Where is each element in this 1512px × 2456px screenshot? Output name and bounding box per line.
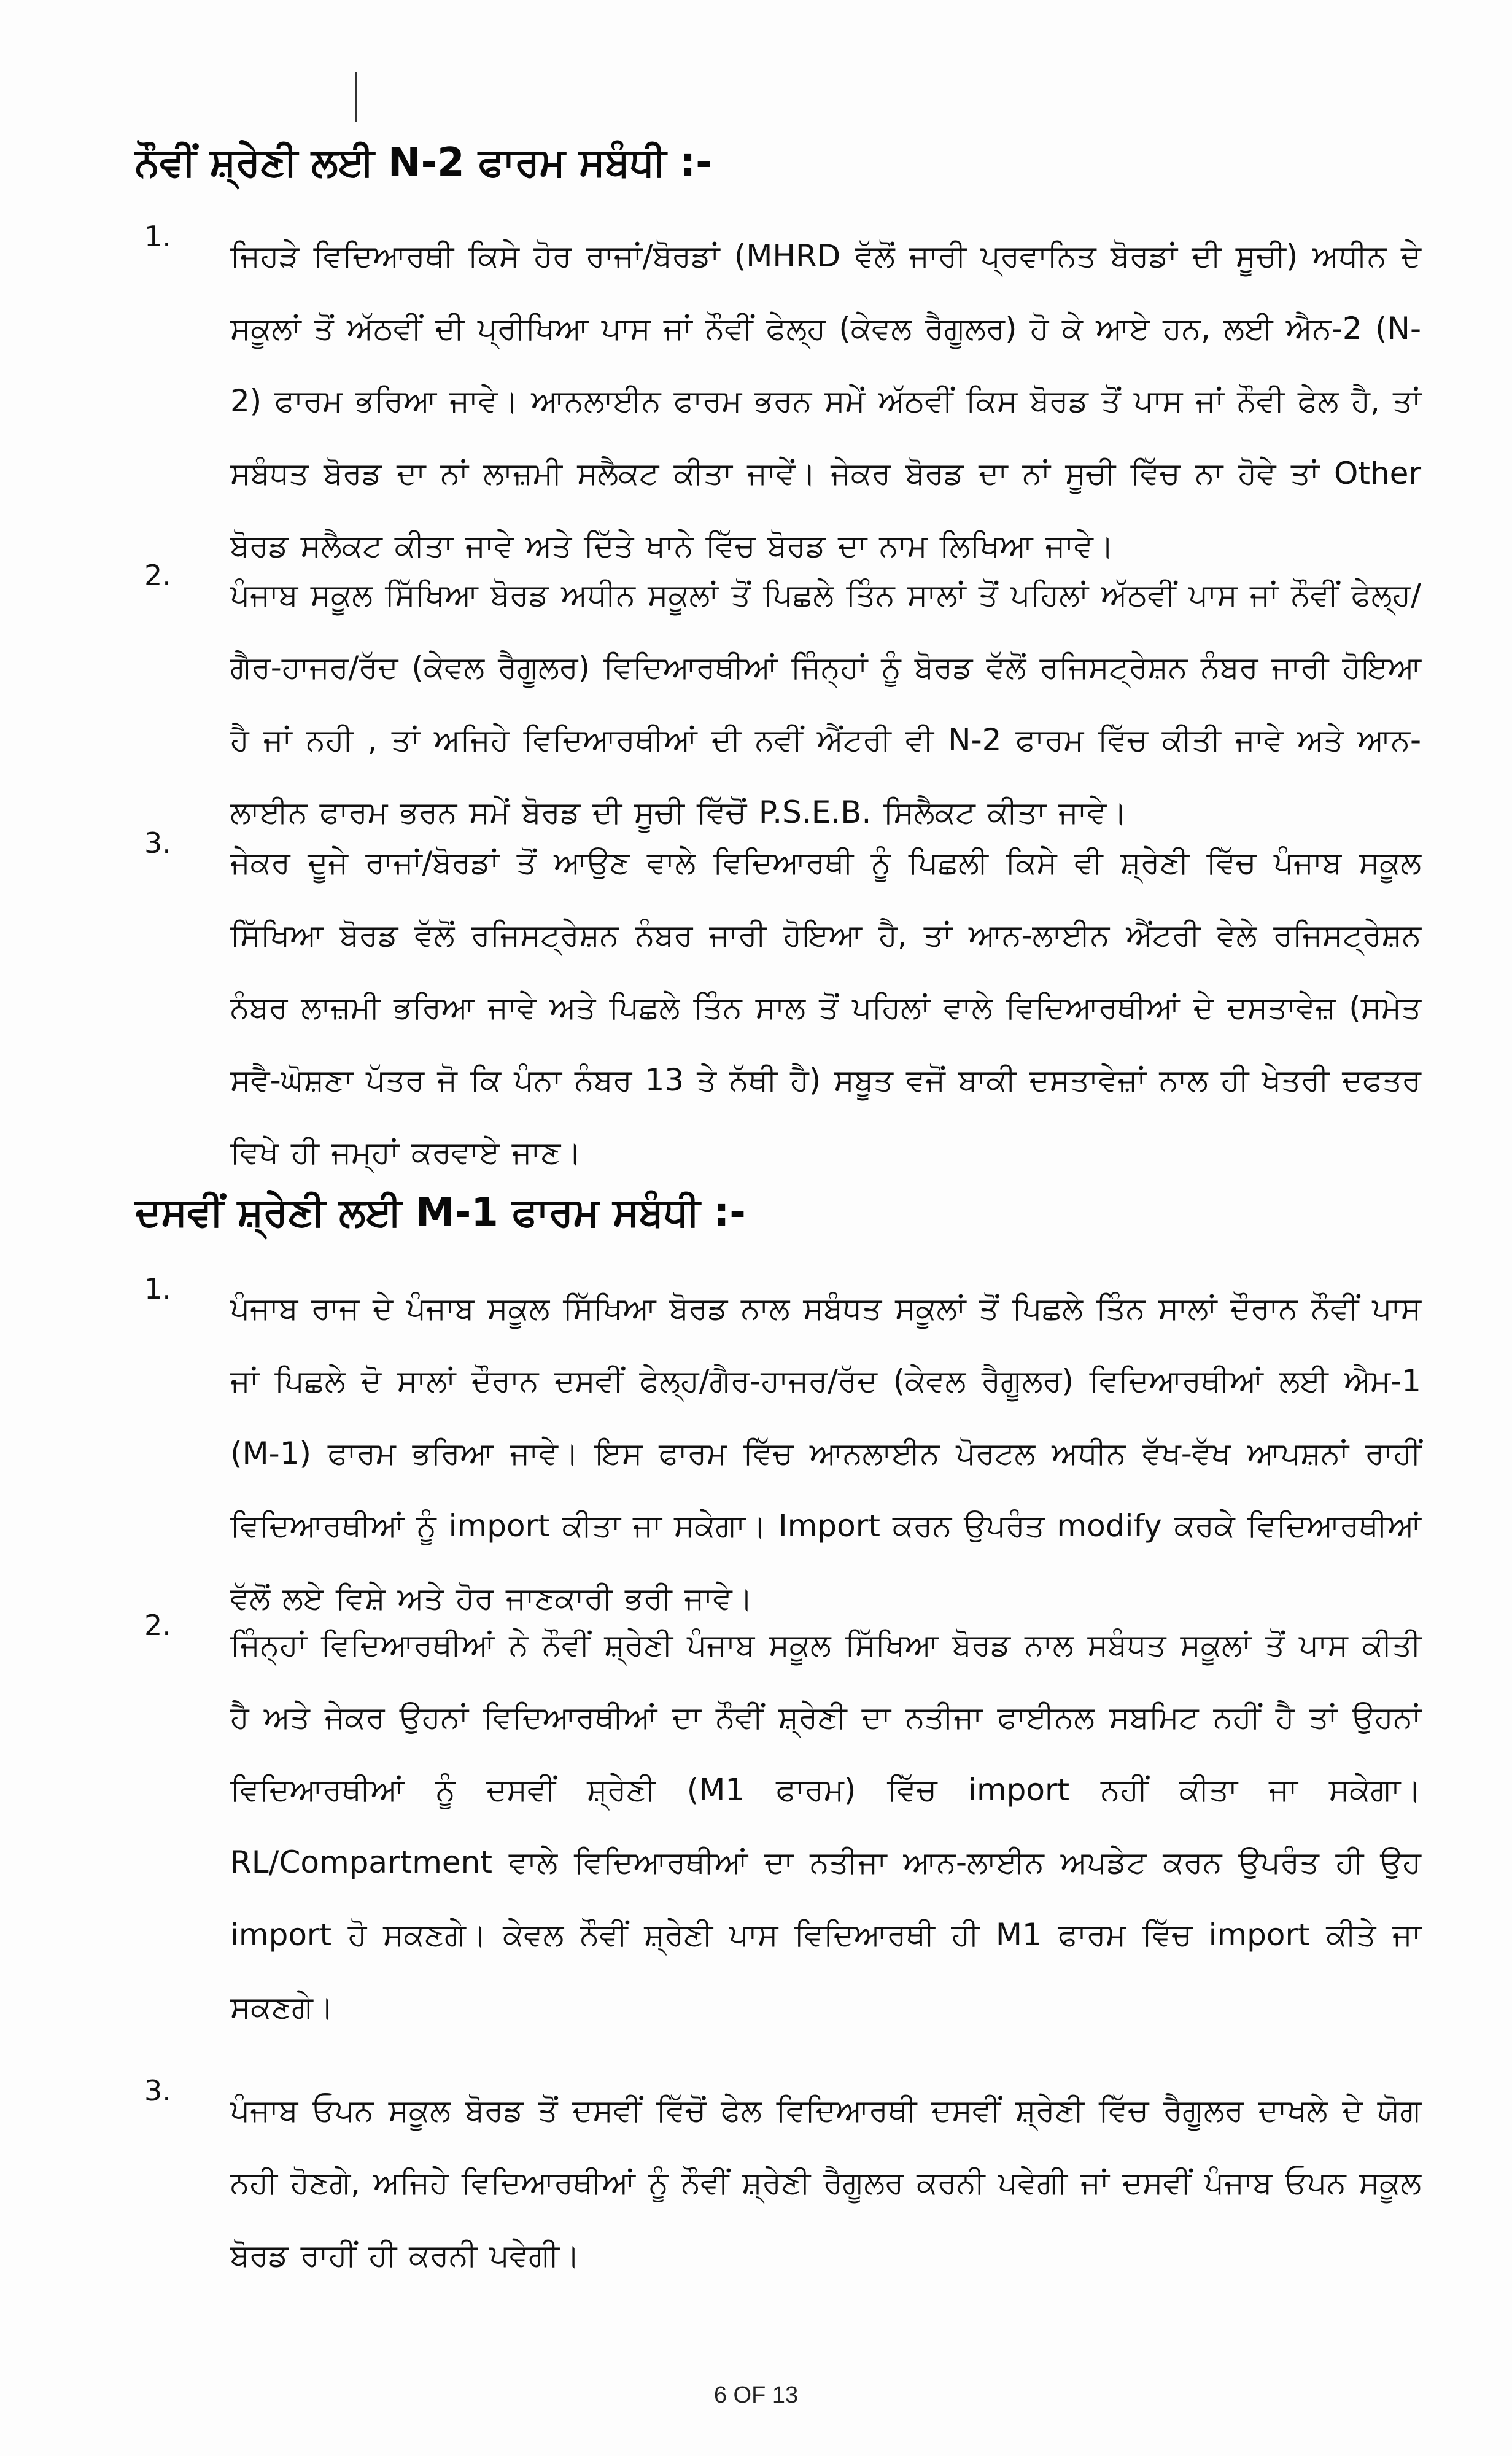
item-text: ਜਿਹੜੇ ਵਿਦਿਆਰਥੀ ਕਿਸੇ ਹੋਰ ਰਾਜਾਂ/ਬੋਰਡਾਂ (MHRD ਵੱਲੋਂ ਜਾਰੀ ਪ੍ਰਵਾਨਿਤ ਬੋਰਡਾਂ ਦੀ ਸੂਚੀ) ਅਧੀਨ ਦੇ ਸਕੂਲਾਂ ਤੋਂ ਅੱਠਵੀਂ ਦੀ ਪ੍ਰੀਖਿਆ ਪਾਸ ਜਾਂ ਨੌਵੀਂ ਫੇਲ੍ਹ (ਕੇਵਲ ਰੈਗੂਲਰ) ਹੋ ਕੇ ਆਏ ਹਨ, ਲਈ ਐਨ-2 (N-2) ਫਾਰਮ ਭਰਿਆ ਜਾਵੇ। ਆਨਲਾਈਨ ਫਾਰਮ ਭਰਨ ਸਮੇਂ ਅੱਠਵੀਂ ਕਿਸ ਬੋਰਡ ਤੋਂ ਪਾਸ ਜਾਂ ਨੌਵੀ ਫੇਲ ਹੈ, ਤਾਂ ਸਬੰਧਤ ਬੋਰਡ ਦਾ ਨਾਂ ਲਾਜ਼ਮੀ ਸਲੈਕਟ ਕੀਤਾ ਜਾਵੇਂ। ਜੇਕਰ ਬੋਰਡ ਦਾ ਨਾਂ ਸੂਚੀ ਵਿੱਚ ਨਾ ਹੋਵੇ ਤਾਂ Other ਬੋਰਡ ਸਲੈਕਟ ਕੀਤਾ ਜਾਵੇ ਅਤੇ ਦਿੱਤੇ ਖਾਨੇ ਵਿੱਚ ਬੋਰਡ ਦਾ ਨਾਮ ਲਿਖਿਆ ਜਾਵੇ।: [230, 238, 1421, 564]
item-number: 2.: [144, 1609, 171, 1642]
scan-mark: [355, 72, 357, 122]
item-number: 2.: [144, 559, 171, 592]
item-text: ਪੰਜਾਬ ਰਾਜ ਦੇ ਪੰਜਾਬ ਸਕੂਲ ਸਿੱਖਿਆ ਬੋਰਡ ਨਾਲ ਸਬੰਧਤ ਸਕੂਲਾਂ ਤੋਂ ਪਿਛਲੇ ਤਿੰਨ ਸਾਲਾਂ ਦੌਰਾਨ ਨੌਵੀਂ ਪਾਸ ਜਾਂ ਪਿਛਲੇ ਦੋ ਸਾਲਾਂ ਦੌਰਾਨ ਦਸਵੀਂ ਫੇਲ੍ਹ/ਗੈਰ-ਹਾਜਰ/ਰੱਦ (ਕੇਵਲ ਰੈਗੂਲਰ) ਵਿਦਿਆਰਥੀਆਂ ਲਈ ਐਮ-1 (M-1) ਫਾਰਮ ਭਰਿਆ ਜਾਵੇ। ਇਸ ਫਾਰਮ ਵਿੱਚ ਆਨਲਾਈਨ ਪੋਰਟਲ ਅਧੀਨ ਵੱਖ-ਵੱਖ ਆਪਸ਼ਨਾਂ ਰਾਹੀਂ ਵਿਦਿਆਰਥੀਆਂ ਨੂੰ import ਕੀਤਾ ਜਾ ਸਕੇਗਾ। Import ਕਰਨ ਉਪਰੰਤ modify ਕਰਕੇ ਵਿਦਿਆਰਥੀਆਂ ਵੱਲੋਂ ਲਏ ਵਿਸ਼ੇ ਅਤੇ ਹੋਰ ਜਾਣਕਾਰੀ ਭਰੀ ਜਾਵੇ।: [230, 1291, 1421, 1616]
item-number: 1.: [144, 1272, 171, 1305]
item-text: ਜਿੰਨ੍ਹਾਂ ਵਿਦਿਆਰਥੀਆਂ ਨੇ ਨੌਵੀਂ ਸ਼੍ਰੇਣੀ ਪੰਜਾਬ ਸਕੂਲ ਸਿੱਖਿਆ ਬੋਰਡ ਨਾਲ ਸਬੰਧਤ ਸਕੂਲਾਂ ਤੋਂ ਪਾਸ ਕੀਤੀ ਹੈ ਅਤੇ ਜੇਕਰ ਉਹਨਾਂ ਵਿਦਿਆਰਥੀਆਂ ਦਾ ਨੌਵੀਂ ਸ਼੍ਰੇਣੀ ਦਾ ਨਤੀਜਾ ਫਾਈਨਲ ਸਬਮਿਟ ਨਹੀਂ ਹੈ ਤਾਂ ਉਹਨਾਂ ਵਿਦਿਆਰਥੀਆਂ ਨੂੰ ਦਸਵੀਂ ਸ਼੍ਰੇਣੀ (M1 ਫਾਰਮ) ਵਿੱਚ import ਨਹੀਂ ਕੀਤਾ ਜਾ ਸਕੇਗਾ। RL/Compartment ਵਾਲੇ ਵਿਦਿਆਰਥੀਆਂ ਦਾ ਨਤੀਜਾ ਆਨ-ਲਾਈਨ ਅਪਡੇਟ ਕਰਨ ਉਪਰੰਤ ਹੀ ਉਹ import ਹੋ ਸਕਣਗੇ। ਕੇਵਲ ਨੌਵੀਂ ਸ਼੍ਰੇਣੀ ਪਾਸ ਵਿਦਿਆਰਥੀ ਹੀ M1 ਫਾਰਮ ਵਿੱਚ import ਕੀਤੇ ਜਾ ਸਕਣਗੇ।: [230, 1627, 1421, 2025]
item-text: ਪੰਜਾਬ ਓਪਨ ਸਕੂਲ ਬੋਰਡ ਤੋਂ ਦਸਵੀਂ ਵਿੱਚੋਂ ਫੇਲ ਵਿਦਿਆਰਥੀ ਦਸਵੀਂ ਸ਼੍ਰੇਣੀ ਵਿੱਚ ਰੈਗੂਲਰ ਦਾਖਲੇ ਦੇ ਯੋਗ ਨਹੀ ਹੋਣਗੇ, ਅਜਿਹੇ ਵਿਦਿਆਰਥੀਆਂ ਨੂੰ ਨੌਵੀਂ ਸ਼੍ਰੇਣੀ ਰੈਗੂਲਰ ਕਰਨੀ ਪਵੇਗੀ ਜਾਂ ਦਸਵੀਂ ਪੰਜਾਬ ਓਪਨ ਸਕੂਲ ਬੋਰਡ ਰਾਹੀਂ ਹੀ ਕਰਨੀ ਪਵੇਗੀ।: [230, 2093, 1421, 2273]
item-text: ਪੰਜਾਬ ਸਕੂਲ ਸਿੱਖਿਆ ਬੋਰਡ ਅਧੀਨ ਸਕੂਲਾਂ ਤੋਂ ਪਿਛਲੇ ਤਿੰਨ ਸਾਲਾਂ ਤੋਂ ਪਹਿਲਾਂ ਅੱਠਵੀਂ ਪਾਸ ਜਾਂ ਨੌਵੀਂ ਫੇਲ੍ਹ/ਗੈਰ-ਹਾਜਰ/ਰੱਦ (ਕੇਵਲ ਰੈਗੂਲਰ) ਵਿਦਿਆਰਥੀਆਂ ਜਿੰਨ੍ਹਾਂ ਨੂੰ ਬੋਰਡ ਵੱਲੋਂ ਰਜਿਸਟ੍ਰੇਸ਼ਨ ਨੰਬਰ ਜਾਰੀ ਹੋਇਆ ਹੈ ਜਾਂ ਨਹੀ , ਤਾਂ ਅਜਿਹੇ ਵਿਦਿਆਰਥੀਆਂ ਦੀ ਨਵੀਂ ਐਂਟਰੀ ਵੀ N-2 ਫਾਰਮ ਵਿੱਚ ਕੀਤੀ ਜਾਵੇ ਅਤੇ ਆਨ-ਲਾਈਨ ਫਾਰਮ ਭਰਨ ਸਮੇਂ ਬੋਰਡ ਦੀ ਸੂਚੀ ਵਿੱਚੋਂ P.S.E.B. ਸਿਲੈਕਟ ਕੀਤਾ ਜਾਵੇ।: [230, 577, 1421, 830]
item-text: ਜੇਕਰ ਦੂਜੇ ਰਾਜਾਂ/ਬੋਰਡਾਂ ਤੋਂ ਆਉਣ ਵਾਲੇ ਵਿਦਿਆਰਥੀ ਨੂੰ ਪਿਛਲੀ ਕਿਸੇ ਵੀ ਸ਼੍ਰੇਣੀ ਵਿੱਚ ਪੰਜਾਬ ਸਕੂਲ ਸਿੱਖਿਆ ਬੋਰਡ ਵੱਲੋਂ ਰਜਿਸਟ੍ਰੇਸ਼ਨ ਨੰਬਰ ਜਾਰੀ ਹੋਇਆ ਹੈ, ਤਾਂ ਆਨ-ਲਾਈਨ ਐਂਟਰੀ ਵੇਲੇ ਰਜਿਸਟ੍ਰੇਸ਼ਨ ਨੰਬਰ ਲਾਜ਼ਮੀ ਭਰਿਆ ਜਾਵੇ ਅਤੇ ਪਿਛਲੇ ਤਿੰਨ ਸਾਲ ਤੋਂ ਪਹਿਲਾਂ ਵਾਲੇ ਵਿਦਿਆਰਥੀਆਂ ਦੇ ਦਸਤਾਵੇਜ਼ (ਸਮੇਤ ਸਵੈ-ਘੋਸ਼ਣਾ ਪੱਤਰ ਜੋ ਕਿ ਪੰਨਾ ਨੰਬਰ 13 ਤੇ ਨੱਥੀ ਹੈ) ਸਬੂਤ ਵਜੋਂ ਬਾਕੀ ਦਸਤਾਵੇਜ਼ਾਂ ਨਾਲ ਹੀ ਖੇਤਰੀ ਦਫਤਰ ਵਿਖੇ ਹੀ ਜਮ੍ਹਾਂ ਕਰਵਾਏ ਜਾਣ।: [230, 845, 1421, 1170]
section-heading-m1-form: ਦਸਵੀਂ ਸ਼੍ਰੇਣੀ ਲਈ M-1 ਫਾਰਮ ਸਬੰਧੀ :-: [135, 1190, 746, 1235]
item-number: 3.: [144, 2074, 171, 2107]
item-number: 1.: [144, 220, 171, 253]
page-number: 6 OF 13: [713, 2382, 799, 2408]
item-number: 3.: [144, 826, 171, 860]
section-heading-n2-form: ਨੌਵੀਂ ਸ਼੍ਰੇਣੀ ਲਈ N-2 ਫਾਰਮ ਸਬੰਧੀ :-: [135, 140, 712, 185]
